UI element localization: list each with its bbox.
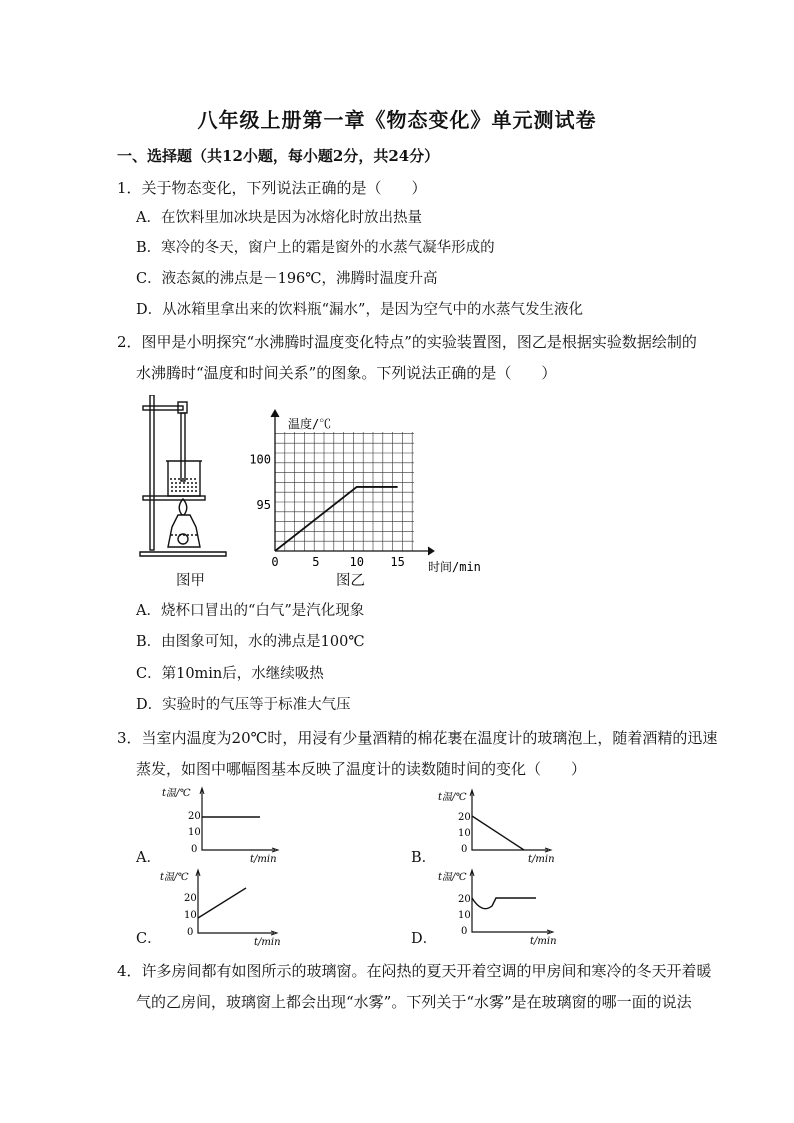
flame [179, 499, 187, 515]
graph-a-x-label: t/min [250, 854, 277, 864]
question-4-line1: 4．许多房间都有如图所示的玻璃窗。在闷热的夏天开着空调的甲房间和寒冷的冬天开着暖 [117, 962, 712, 980]
graph-d-tick-10: 10 [458, 910, 471, 921]
alcohol-lamp [168, 515, 200, 547]
question-2-stem-line2: 水沸腾时“温度和时间关系”的图象。下列说法正确的是（ ） [136, 364, 557, 382]
graph-d-curve [472, 898, 536, 909]
question-1-option-b: B．寒冷的冬天，窗户上的霜是窗外的水蒸气凝华形成的 [136, 240, 495, 256]
question-3-option-c-label: C． [136, 931, 162, 947]
thermometer [181, 413, 185, 481]
graph-d-tick-0: 0 [461, 926, 468, 937]
graph-b-curve [472, 816, 524, 850]
question-1-option-c: C．液态氮的沸点是－196℃，沸腾时温度升高 [136, 271, 438, 287]
chart-x-axis-label: 时间/min [428, 560, 481, 574]
question-2-option-c: C．第10min后，水继续吸热 [136, 666, 324, 682]
figure-yi-caption: 图乙 [336, 573, 365, 589]
graph-b-x-label: t/min [528, 854, 555, 865]
graph-c-curve [198, 888, 246, 918]
graph-a-tick-10: 10 [188, 827, 201, 838]
question-1-stem: 1．关于物态变化，下列说法正确的是（ ） [117, 179, 427, 197]
temperature-time-chart [244, 405, 494, 577]
graph-d-y-label: t温/℃ [438, 872, 467, 883]
graph-c-x-label: t/min [254, 937, 281, 948]
question-2-option-b: B．由图象可知，水的沸点是100℃ [136, 634, 365, 650]
x-tick-label: 15 [390, 555, 405, 569]
graph-d [436, 866, 566, 948]
question-2-option-d: D．实验时的气压等于标准大气压 [136, 697, 351, 713]
question-2-stem-line1: 2．图甲是小明探究“水沸腾时温度变化特点”的实验装置图，图乙是根据实验数据绘制的 [117, 333, 697, 351]
question-4-line2: 气的乙房间，玻璃窗上都会出现“水雾”。下列关于“水雾”是在玻璃窗的哪一面的说法 [136, 993, 692, 1011]
x-tick-label: 0 [271, 555, 279, 569]
boiling-apparatus-figure [138, 395, 230, 560]
page-title: 八年级上册第一章《物态变化》单元测试卷 [197, 108, 597, 132]
question-3-stem-line2: 蒸发，如图中哪幅图基本反映了温度计的读数随时间的变化（ ） [136, 760, 587, 778]
graph-b [436, 786, 566, 868]
graph-c [158, 866, 288, 948]
y-axis-arrow [271, 410, 279, 417]
graph-c-y-label: t温/℃ [160, 872, 189, 883]
x-tick-label: 5 [312, 555, 320, 569]
graph-a-tick-20: 20 [188, 811, 201, 822]
section-heading: 一、选择题（共12小题，每小题2分，共24分） [117, 147, 440, 165]
chart-y-axis-label: 温度/℃ [288, 417, 332, 431]
stand-pole [150, 395, 154, 550]
question-1-option-a: A．在饮料里加冰块是因为冰熔化时放出热量 [136, 210, 422, 226]
question-3-option-a-label: A． [136, 850, 161, 866]
graph-b-y-label: t温/℃ [438, 792, 467, 803]
stand-base [140, 552, 226, 556]
graph-d-tick-20: 20 [458, 894, 471, 905]
graph-b-tick-0: 0 [461, 844, 468, 855]
clamp-arm [143, 406, 183, 410]
graph-a-tick-0: 0 [191, 844, 198, 855]
y-tick-label: 100 [249, 452, 271, 467]
question-1-option-d: D．从冰箱里拿出来的饮料瓶“漏水”，是因为空气中的水蒸气发生液化 [136, 302, 583, 318]
graph-c-tick-20: 20 [184, 893, 197, 904]
graph-b-tick-10: 10 [458, 828, 471, 839]
question-2-option-a: A．烧杯口冒出的“白气”是汽化现象 [136, 603, 365, 619]
graph-a-y-label: t温/℃ [162, 788, 191, 799]
graph-b-tick-20: 20 [458, 812, 471, 823]
x-axis-arrow [428, 547, 434, 555]
chart-grid [275, 432, 414, 551]
x-tick-label: 10 [349, 555, 364, 569]
question-3-option-d-label: D． [411, 931, 438, 947]
graph-c-tick-0: 0 [187, 927, 194, 938]
graph-d-x-label: t/min [530, 936, 557, 947]
question-3-stem-line1: 3．当室内温度为20℃时，用浸有少量酒精的棉花裹在温度计的玻璃泡上，随着酒精的迅速 [117, 729, 718, 747]
y-tick-label: 95 [256, 498, 271, 513]
graph-c-tick-10: 10 [184, 910, 197, 921]
question-3-option-b-label: B． [411, 850, 437, 866]
graph-a [160, 782, 290, 864]
figure-jia-caption: 图甲 [176, 573, 205, 589]
